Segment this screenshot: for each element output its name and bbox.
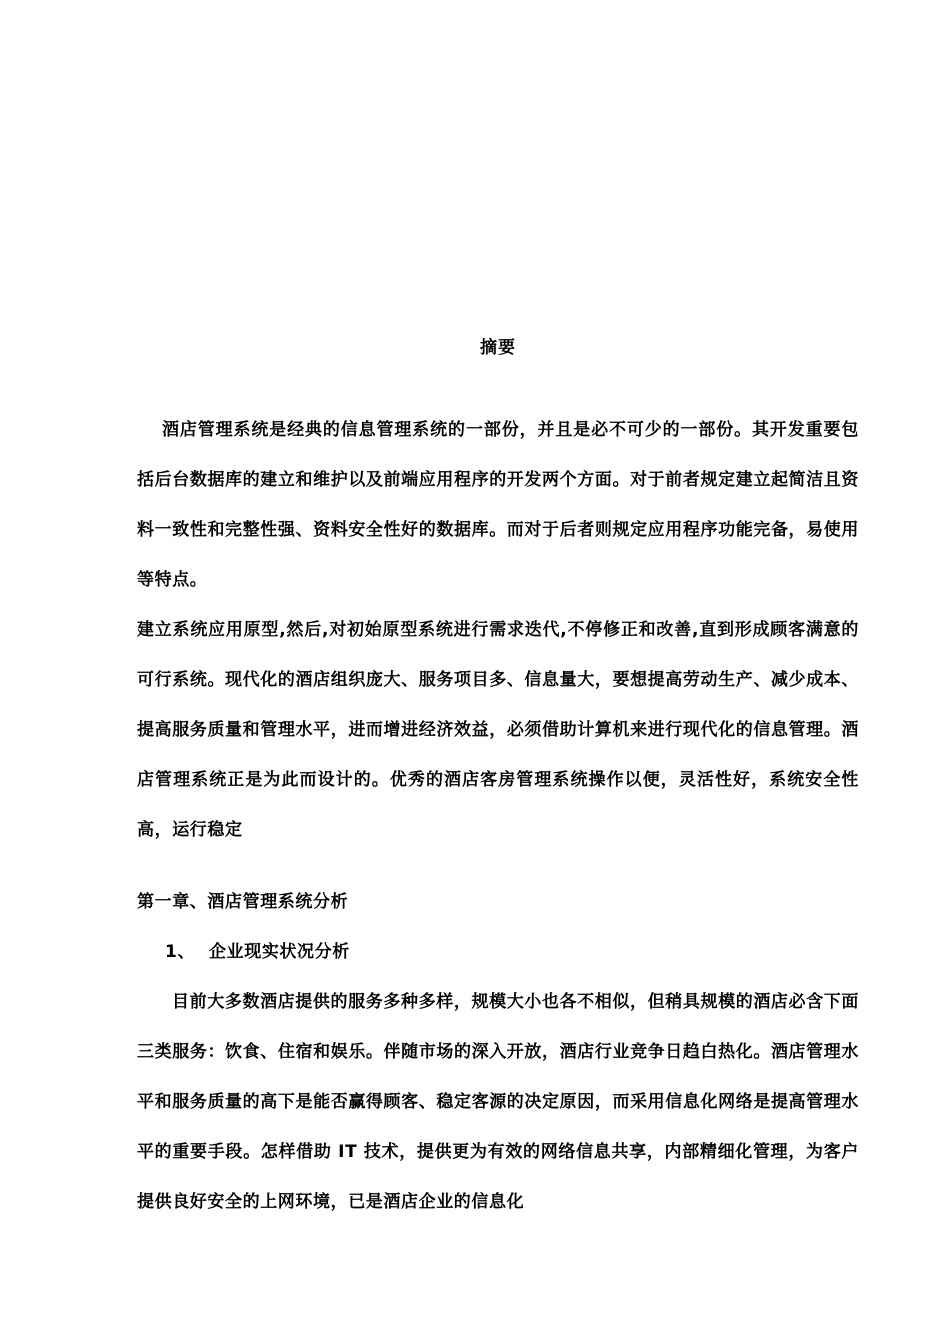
abstract-paragraph-2: 建立系统应用原型,然后,对初始原型系统进行需求迭代,不停修正和改善,直到形成顾客满意的可行系统。现代化的酒店组织庞大、服务项目多、信息量大，要想提高劳动生产、减少成本、提高服务质量和管理水平，进而增进经济效益，必须借助计算机来进行现代化的信息管理。酒店管理系统正是为此而设计的。优秀的酒店客房管理系统操作以便，灵活性好，系统安全性高，运行稳定 (137, 620, 859, 840)
chapter-heading: 第一章、酒店管理系统分析 (137, 892, 349, 912)
section-number: 1、 (165, 942, 196, 962)
section-paragraph-1: 目前大多数酒店提供的服务多种多样，规模大小也各不相似，但稍具规模的酒店必含下面三类服务：饮食、住宿和娱乐。伴随市场的深入开放，酒店行业竞争日趋白热化。酒店管理水平和服务质量的高下是能否赢得顾客、稳定客源的决定原因，而采用信息化网络是提高管理水平的重要手段。怎样借助 IT 技术，提供更为有效的网络信息共享，内部精细化管理，为客户提供良好安全的上网环境，已是酒店企业的信息化 (137, 992, 859, 1212)
section-title: 企业现实状况分析 (209, 942, 350, 962)
section-heading (165, 940, 350, 964)
abstract-paragraph-1: 酒店管理系统是经典的信息管理系统的一部份，并且是必不可少的一部份。其开发重要包括后台数据库的建立和维护以及前端应用程序的开发两个方面。对于前者规定建立起简洁且资料一致性和完整性强、资料安全性好的数据库。而对于后者则规定应用程序功能完备，易使用等特点。 (137, 420, 859, 590)
page-title: 摘要 (480, 338, 516, 358)
